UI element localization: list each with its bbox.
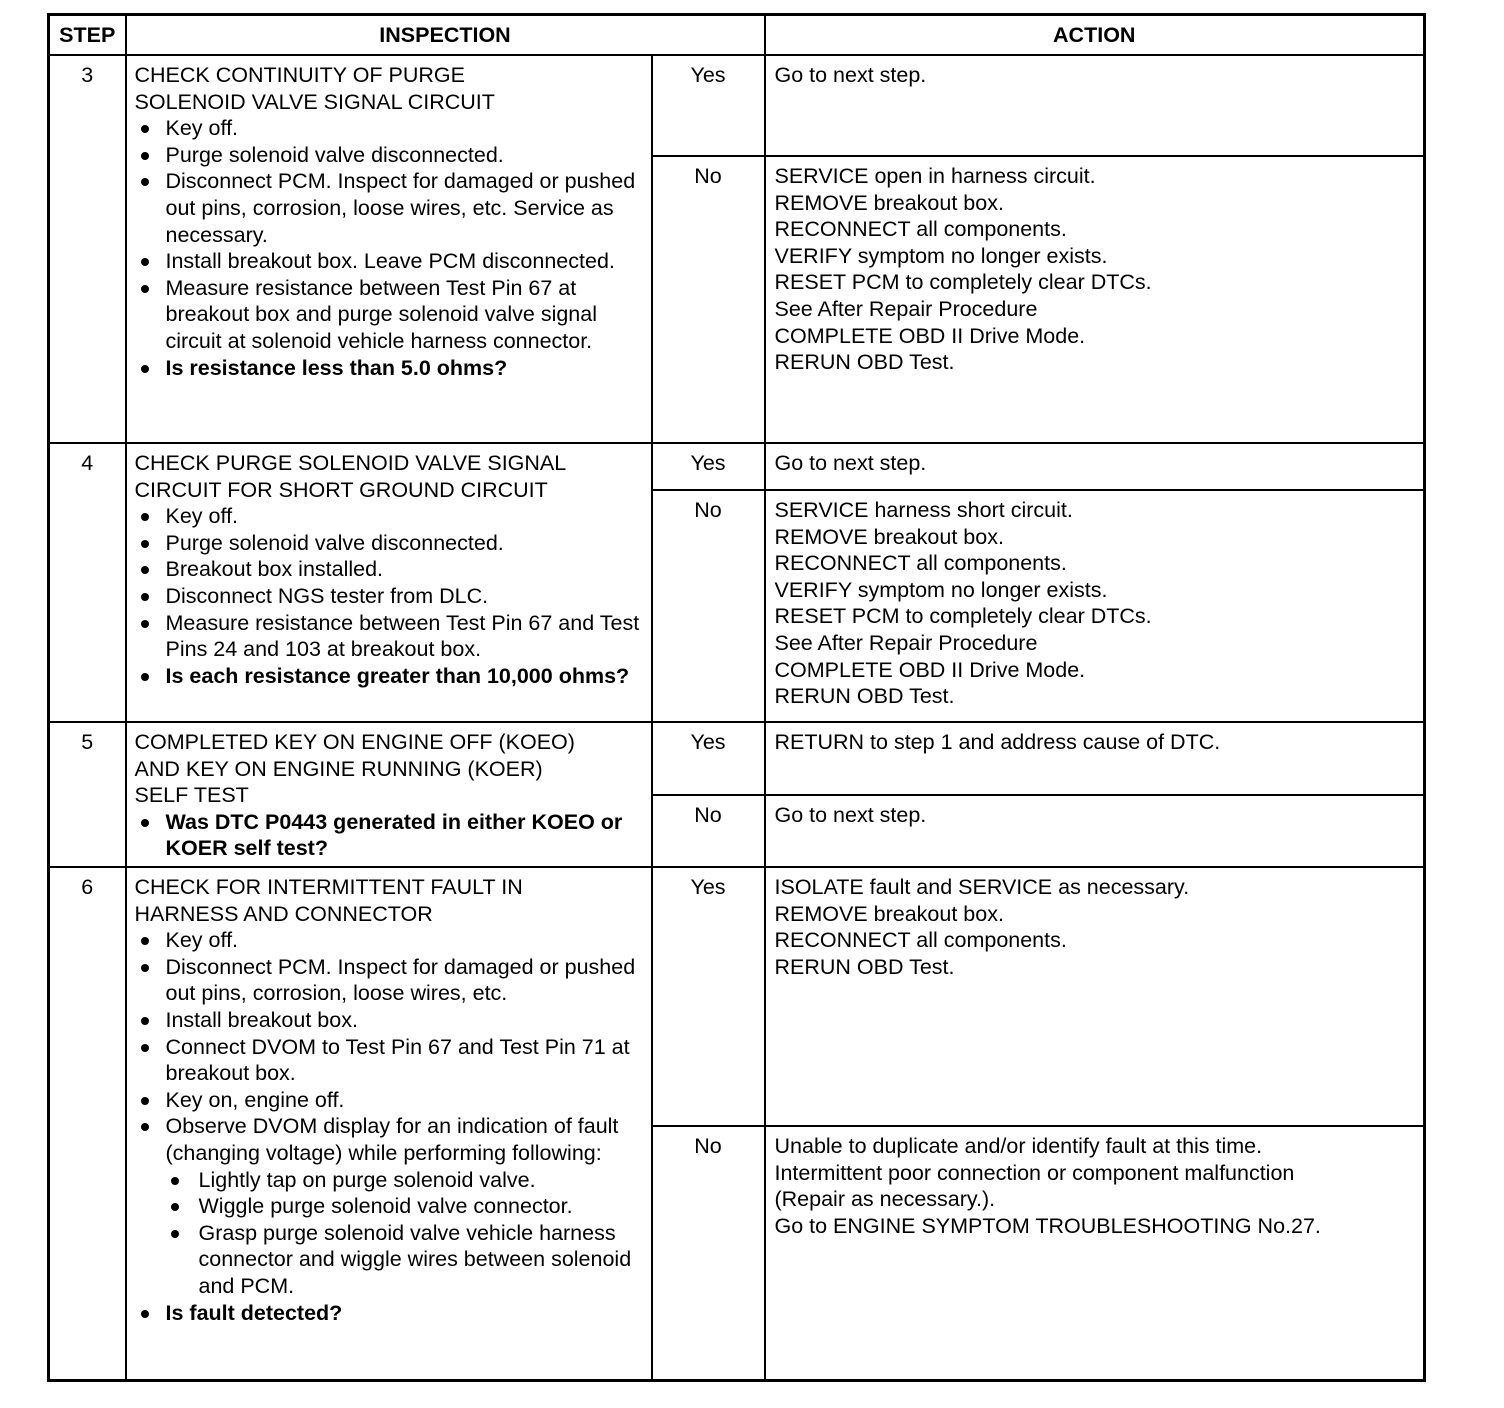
step-number: 3 xyxy=(49,55,126,443)
inspection-question: Was DTC P0443 generated in either KOEO or KOER self test? xyxy=(135,809,645,862)
inspection-title-line: SELF TEST xyxy=(134,783,249,808)
header-action: ACTION xyxy=(765,15,1425,56)
inspection-bullet: Measure resistance between Test Pin 67 at breakout box and purge solenoid valve signal circuit at solenoid vehicle harness connector. xyxy=(135,275,645,355)
inspection-question: Is each resistance greater than 10,000 ohms? xyxy=(135,663,645,690)
inspection-title-line: SOLENOID VALVE SIGNAL CIRCUIT xyxy=(134,89,495,114)
no-label: No xyxy=(652,490,765,722)
yes-action xyxy=(765,867,1425,1126)
inspection-title-line: CIRCUIT FOR SHORT GROUND CIRCUIT xyxy=(134,477,548,502)
no-label: No xyxy=(652,1126,765,1381)
no-action xyxy=(765,1126,1425,1381)
inspection-bullet: Connect DVOM to Test Pin 67 and Test Pin 71 at breakout box. xyxy=(135,1034,645,1087)
no-action xyxy=(765,795,1425,867)
inspection-title-line: COMPLETED KEY ON ENGINE OFF (KOEO) xyxy=(134,730,575,754)
inspection-cell xyxy=(126,55,652,443)
action-line: REMOVE breakout box. xyxy=(774,524,1004,549)
inspection-cell xyxy=(126,722,652,867)
inspection-bullet: Purge solenoid valve disconnected. xyxy=(135,530,645,557)
action-line: See After Repair Procedure xyxy=(774,630,1038,655)
action-line: Intermittent poor connection or component malfunction xyxy=(774,1160,1295,1185)
action-line: RECONNECT all components. xyxy=(774,217,1067,242)
step-number: 6 xyxy=(49,867,126,1381)
inspection-bullet: Disconnect PCM. Inspect for damaged or pushed out pins, corrosion, loose wires, etc. xyxy=(135,954,645,1007)
inspection-question: Is fault detected? xyxy=(135,1300,645,1327)
inspection-bullet: Key on, engine off. xyxy=(135,1087,645,1114)
inspection-sub-bullets xyxy=(166,1167,645,1300)
inspection-cell xyxy=(126,443,652,722)
action-line: ISOLATE fault and SERVICE as necessary. xyxy=(774,875,1190,899)
action-line: RESET PCM to completely clear DTCs. xyxy=(774,604,1152,629)
table-row xyxy=(49,443,1425,490)
action-line: Unable to duplicate and/or identify fault at this time. xyxy=(774,1134,1263,1158)
inspection-title-line: CHECK PURGE SOLENOID VALVE SIGNAL xyxy=(134,451,567,475)
action-line: RERUN OBD Test. xyxy=(774,684,955,709)
inspection-title-line: AND KEY ON ENGINE RUNNING (KOER) xyxy=(134,756,543,781)
inspection-bullet: Purge solenoid valve disconnected. xyxy=(135,142,645,169)
inspection-bullets xyxy=(135,927,645,1326)
yes-action xyxy=(765,722,1425,795)
diagnostic-table xyxy=(47,13,1426,1382)
action-line: RESET PCM to completely clear DTCs. xyxy=(774,270,1152,295)
action-line: (Repair as necessary.). xyxy=(774,1187,996,1212)
inspection-bullet: Key off. xyxy=(135,927,645,954)
header-inspection: INSPECTION xyxy=(126,15,765,56)
action-line: SERVICE harness short circuit. xyxy=(774,498,1073,522)
inspection-sub-bullet: Lightly tap on purge solenoid valve. xyxy=(166,1167,645,1194)
inspection-bullet xyxy=(135,1113,645,1299)
no-label: No xyxy=(652,156,765,443)
yes-label: Yes xyxy=(652,867,765,1126)
yes-label: Yes xyxy=(652,443,765,490)
action-line: VERIFY symptom no longer exists. xyxy=(774,243,1108,268)
action-line: SERVICE open in harness circuit. xyxy=(774,164,1096,188)
action-line: Go to ENGINE SYMPTOM TROUBLESHOOTING No.27. xyxy=(774,1213,1321,1238)
table-row xyxy=(49,55,1425,156)
inspection-bullets xyxy=(135,503,645,689)
inspection-title-line: CHECK CONTINUITY OF PURGE xyxy=(134,63,465,87)
step-number: 4 xyxy=(49,443,126,722)
inspection-sub-bullet: Wiggle purge solenoid valve connector. xyxy=(166,1193,645,1220)
yes-label: Yes xyxy=(652,55,765,156)
inspection-title-line: HARNESS AND CONNECTOR xyxy=(134,901,433,926)
inspection-bullet: Install breakout box. xyxy=(135,1007,645,1034)
step-number: 5 xyxy=(49,722,126,867)
yes-label: Yes xyxy=(652,722,765,795)
no-label: No xyxy=(652,795,765,867)
inspection-bullets xyxy=(135,115,645,381)
inspection-title-line: CHECK FOR INTERMITTENT FAULT IN xyxy=(134,875,523,899)
action-line: RECONNECT all components. xyxy=(774,928,1067,953)
diagnostic-table-frame xyxy=(47,13,1423,1382)
action-line: RERUN OBD Test. xyxy=(774,350,955,375)
header-row xyxy=(49,15,1425,56)
table-row xyxy=(49,722,1425,795)
action-line: RECONNECT all components. xyxy=(774,551,1067,576)
inspection-bullet: Disconnect NGS tester from DLC. xyxy=(135,583,645,610)
inspection-bullets xyxy=(135,809,645,862)
inspection-cell xyxy=(126,867,652,1381)
yes-action xyxy=(765,443,1425,490)
action-line: REMOVE breakout box. xyxy=(774,190,1004,215)
inspection-bullet: Key off. xyxy=(135,115,645,142)
inspection-bullet-text: Observe DVOM display for an indication of fault (changing voltage) while performing following: xyxy=(165,1114,619,1165)
action-line: VERIFY symptom no longer exists. xyxy=(774,577,1108,602)
action-line: Go to next step. xyxy=(774,63,927,87)
action-line: COMPLETE OBD II Drive Mode. xyxy=(774,323,1086,348)
inspection-bullet: Install breakout box. Leave PCM disconnected. xyxy=(135,248,645,275)
header-step: STEP xyxy=(49,15,126,56)
action-line: RETURN to step 1 and address cause of DTC. xyxy=(774,730,1221,754)
inspection-sub-bullet: Grasp purge solenoid valve vehicle harness connector and wiggle wires between solenoid and PCM. xyxy=(166,1220,645,1300)
inspection-bullet: Measure resistance between Test Pin 67 and Test Pins 24 and 103 at breakout box. xyxy=(135,610,645,663)
action-line: RERUN OBD Test. xyxy=(774,954,955,979)
inspection-bullet: Key off. xyxy=(135,503,645,530)
no-action xyxy=(765,156,1425,443)
action-line: COMPLETE OBD II Drive Mode. xyxy=(774,657,1086,682)
inspection-question: Is resistance less than 5.0 ohms? xyxy=(135,355,645,382)
action-line: See After Repair Procedure xyxy=(774,296,1038,321)
action-line: REMOVE breakout box. xyxy=(774,901,1004,926)
yes-action xyxy=(765,55,1425,156)
table-row xyxy=(49,867,1425,1126)
action-line: Go to next step. xyxy=(774,451,927,475)
inspection-bullet: Disconnect PCM. Inspect for damaged or pushed out pins, corrosion, loose wires, etc. Service as necessary. xyxy=(135,168,645,248)
action-line: Go to next step. xyxy=(774,803,927,827)
no-action xyxy=(765,490,1425,722)
inspection-bullet: Breakout box installed. xyxy=(135,556,645,583)
